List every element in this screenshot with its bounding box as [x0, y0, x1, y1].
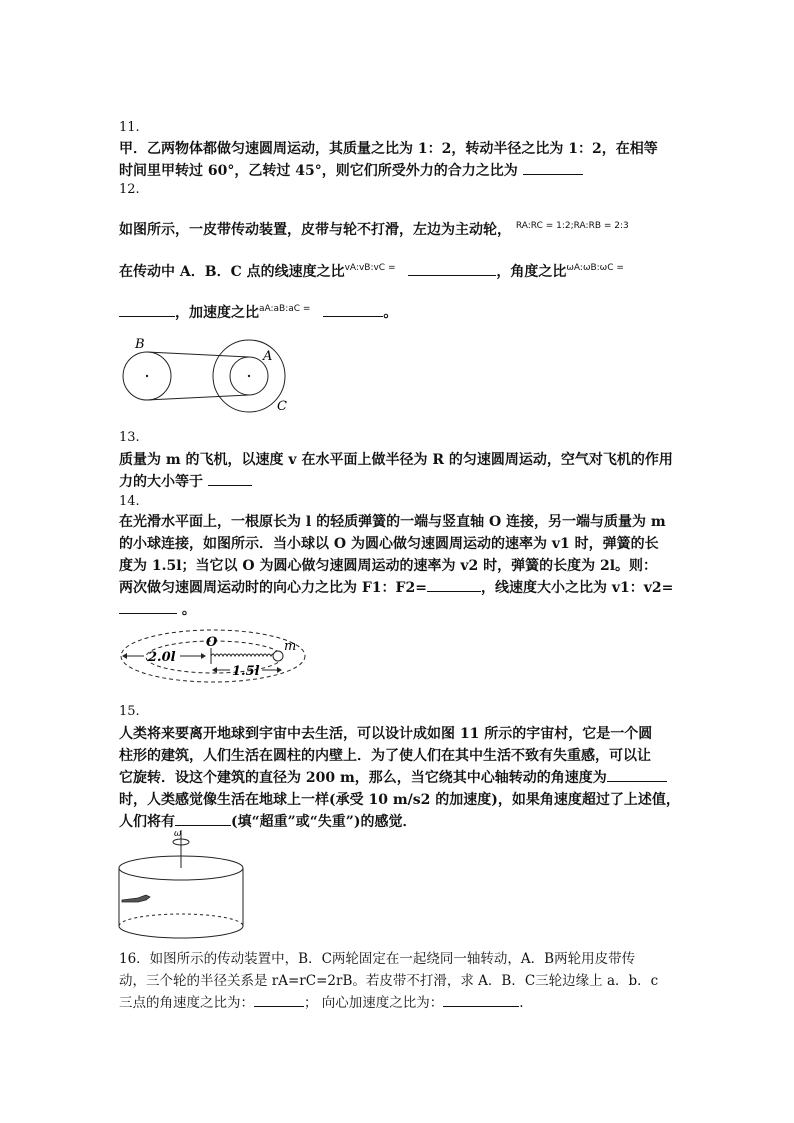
label-omega: ω [174, 829, 182, 839]
q15-omega-blank[interactable] [607, 767, 667, 782]
label-b: B [135, 337, 145, 352]
label-2l: 2.0l [148, 650, 176, 665]
q12-accel-blank[interactable] [323, 302, 383, 317]
label-1-5l: 1.5l [232, 664, 260, 679]
q12-line2-text: 在传动中 A．B．C 点的线速度之比 [119, 264, 345, 280]
q16-line1: 16．如图所示的传动装置中，B．C两轮固定在一起绕同一轴转动，A．B两轮用皮带传 [119, 951, 636, 967]
q11-number: 11. [119, 120, 140, 135]
q15-line5-end: (填“超重”或“失重”)的感觉． [231, 814, 417, 830]
q13-answer-blank[interactable] [208, 471, 252, 486]
q14-line4-mid: ，线速度大小之比为 v1：v2= [480, 580, 674, 596]
q15-line2: 柱形的建筑，人们生活在圆柱的内壁上．为了使人们在其中生活不致有失重感，可以让 [119, 748, 651, 764]
q12-accel-ratio: aA:aB:aC = [259, 304, 311, 314]
q12-line1 [119, 215, 699, 241]
q12-line3-end: 。 [383, 305, 398, 321]
q14-line2: 的小球连接，如图所示．当小球以 O 为圆心做匀速圆周运动的速率为 v1 时，弹簧的长 [119, 536, 659, 552]
q15-line4: 时，人类感觉像生活在地球上一样(承受 10 m/s2 的加速度)，如果角速度超过了上述值， [119, 792, 680, 808]
q12-velocity-blank[interactable] [408, 261, 496, 276]
label-c: C [277, 399, 287, 414]
q13-line1: 质量为 m 的飞机，以速度 v 在水平面上做半径为 R 的匀速圆周运动，空气对飞机的作用 [119, 452, 673, 468]
q12-line2-mid: ，角度之比 [496, 264, 567, 280]
q14-force-blank[interactable] [427, 577, 481, 592]
q15-line1: 人类将来要离开地球到宇宙中去生活，可以设计成如图 11 所示的宇宙村，它是一个圆 [119, 726, 653, 742]
ball [273, 651, 283, 661]
cylinder-bottom [119, 926, 243, 938]
q12-omega-blank[interactable] [119, 302, 175, 317]
q15-cylinder-diagram [116, 824, 246, 942]
q16-line3 [119, 992, 689, 1014]
belt-top [147, 352, 249, 357]
q11-answer-blank[interactable] [523, 160, 583, 175]
q16-line3-text: 三点的角速度之比为： [119, 995, 254, 1011]
q16-line3-end: . [519, 995, 524, 1011]
label-o: O [206, 635, 218, 650]
spring [211, 654, 275, 656]
label-m: m [284, 639, 297, 654]
q12-line3-text: ，加速度之比 [175, 305, 259, 321]
q11-line1: 甲．乙两物体都做匀速圆周运动，其质量之比为 1：2，转动半径之比为 1：2，在相等 [119, 141, 658, 157]
q11-line2-text: 时间里甲转过 60°，乙转过 45°，则它们所受外力的合力之比为 [119, 163, 518, 179]
q12-line2 [119, 257, 699, 283]
q12-line3 [119, 298, 679, 324]
q12-belt-diagram [115, 332, 305, 422]
q11-line2 [119, 160, 679, 182]
label-a: A [263, 349, 273, 364]
q14-number: 14. [119, 494, 140, 509]
person-figure [122, 895, 150, 902]
q16-line3-mid: ； 向心加速度之比为： [304, 995, 444, 1011]
q12-velocity-ratio: vA:vB:vC = [344, 263, 396, 273]
q13-number: 13. [119, 430, 140, 445]
q13-text [119, 449, 679, 493]
q15-number: 15. [119, 704, 140, 719]
q15-line5-text: 人们将有 [119, 814, 175, 830]
q14-velocity-blank[interactable] [119, 599, 177, 614]
q13-line2 [119, 471, 679, 493]
q15-line3-text: 它旋转．设这个建筑的直径为 200 m，那么，当它绕其中心轴转动的角速度为 [119, 770, 607, 786]
q14-line5-end: 。 [181, 602, 196, 618]
q14-spring-diagram [118, 626, 310, 684]
q12-omega-ratio: ωA:ωB:ωC = [566, 263, 624, 273]
q16-line2: 动，三个轮的半径关系是 rA=rC=2rB。若皮带不打滑，求 A．B．C三轮边缘上 a．b．c [119, 973, 659, 989]
q14-line4-text: 两次做匀速圆周运动时的向心力之比为 F1：F2= [119, 580, 427, 596]
q14-line5 [119, 599, 679, 621]
q12-number: 12. [119, 182, 140, 197]
q14-line1: 在光滑水平面上，一根原长为 l 的轻质弹簧的一端与竖直轴 O 连接，另一端与质量为 m [119, 514, 666, 530]
q15-line3 [119, 767, 681, 789]
q14-line4 [119, 577, 679, 599]
q13-line2-text: 力的大小等于 [119, 474, 203, 490]
q12-line1-text: 如图所示，一皮带传动装置，皮带与轮不打滑，左边为主动轮， [119, 222, 511, 238]
q16-omega-blank[interactable] [254, 992, 304, 1007]
q14-text [119, 511, 679, 621]
q14-line3: 度为 1.5l；当它以 O 为圆心做匀速圆周运动的速率为 v2 时，弹簧的长度为 2l。则： [119, 558, 658, 574]
q16-accel-blank[interactable] [443, 992, 519, 1007]
belt-bottom [147, 395, 249, 400]
q16-text [119, 948, 689, 1014]
q11-text [119, 138, 679, 182]
q15-text [119, 723, 681, 833]
q12-radius-ratio: RA:RC = 1:2;RA:RB = 2:3 [515, 221, 629, 231]
